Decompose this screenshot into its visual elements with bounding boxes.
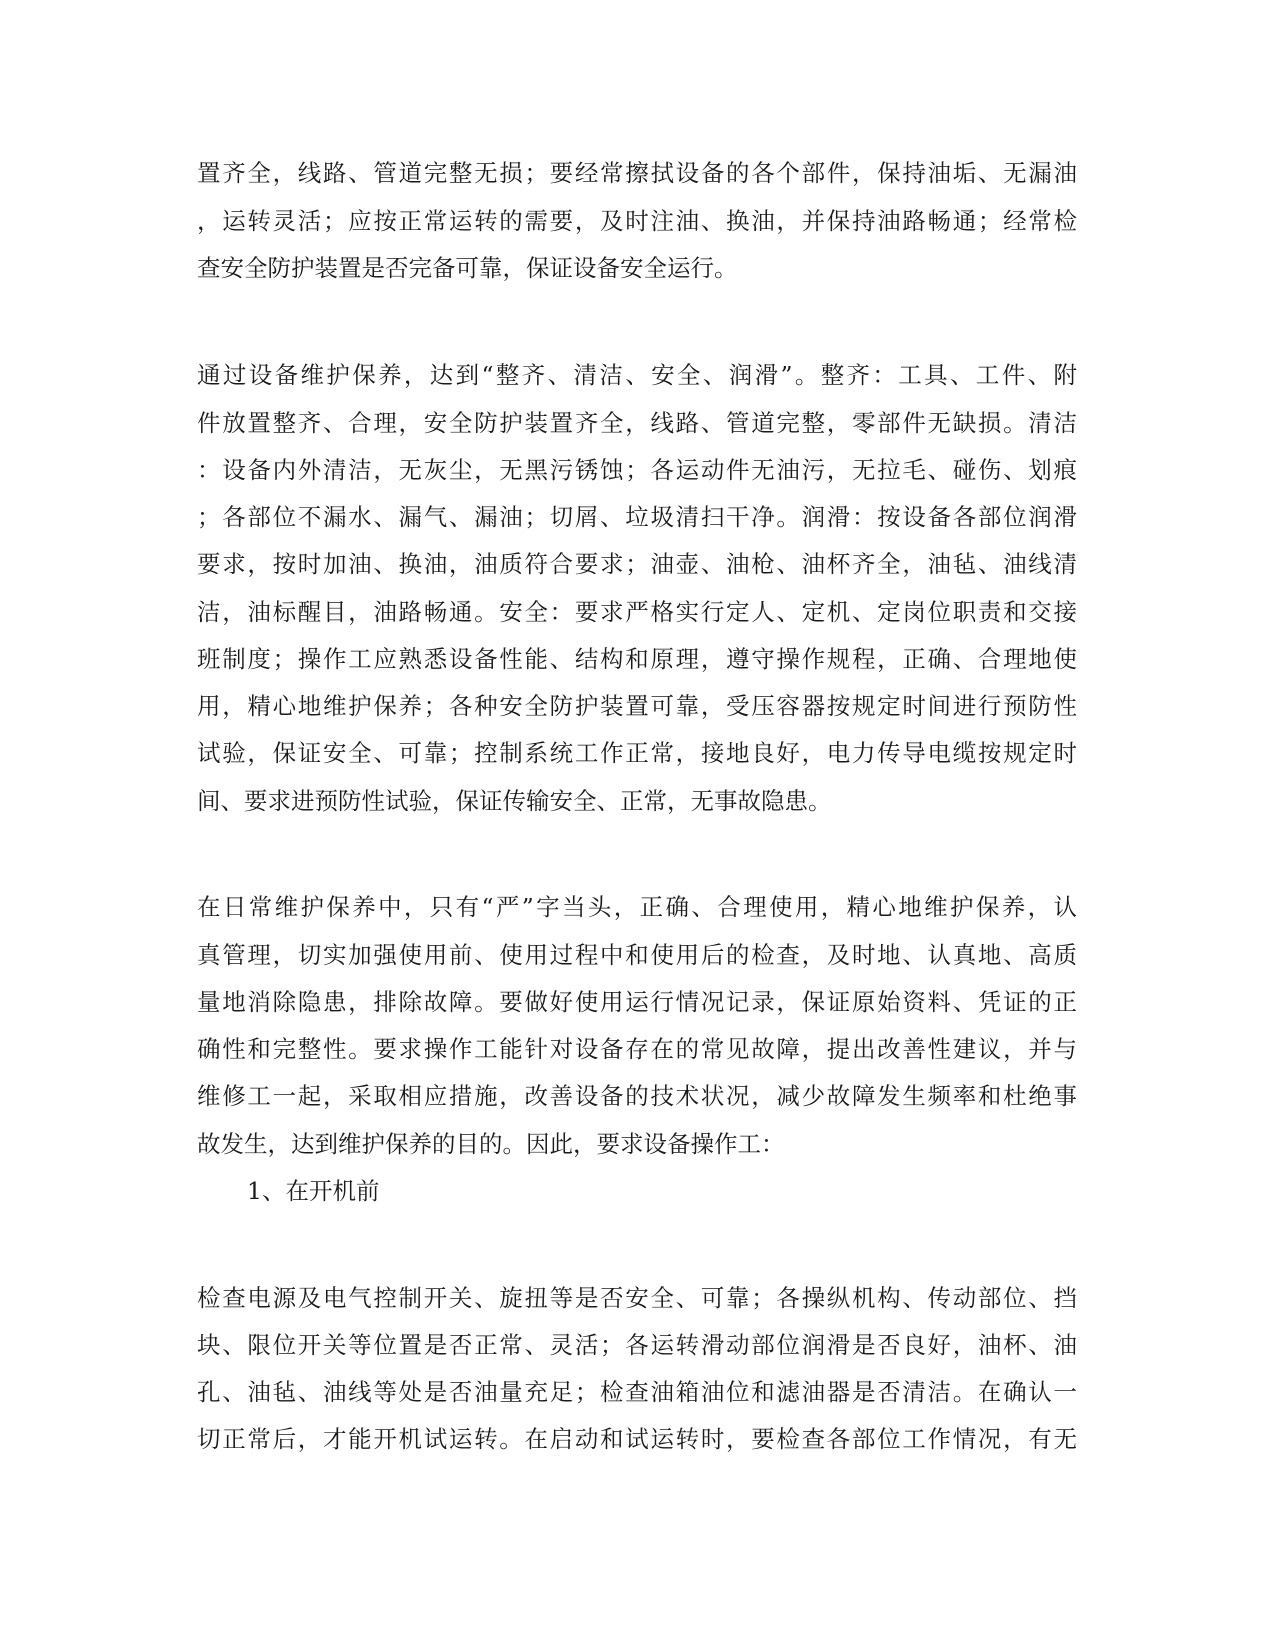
text-line: 件放置整齐、合理，安全防护装置齐全，线路、管道完整，零部件无缺损。清洁 [197,409,1077,437]
text-line: 切正常后，才能开机试运转。在启动和试运转时，要检查各部位工作情况，有无 [197,1425,1077,1453]
text-line: 间、要求进预防性试验，保证传输安全、正常，无事故隐患。 [197,787,832,815]
text-line: 量地消除隐患，排除故障。要做好使用运行情况记录，保证原始资料、凭证的正 [197,988,1077,1016]
text-line: 确性和完整性。要求操作工能针对设备存在的常见故障，提出改善性建议，并与 [197,1035,1077,1063]
text-line: 试验，保证安全、可靠；控制系统工作正常，接地良好，电力传导电缆按规定时 [197,739,1077,767]
text-line: 通过设备维护保养，达到“整齐、清洁、安全、润滑”。整齐：工具、工件、附 [197,361,1077,389]
text-line: 检查电源及电气控制开关、旋扭等是否安全、可靠；各操纵机构、传动部位、挡 [197,1284,1077,1312]
section-heading: 1、在开机前 [247,1177,380,1205]
text-line: ：设备内外清洁，无灰尘，无黑污锈蚀；各运动件无油污，无拉毛、碰伤、划痕 [197,456,1077,484]
text-line: 查安全防护装置是否完备可靠，保证设备安全运行。 [197,254,738,282]
text-line: ，运转灵活；应按正常运转的需要，及时注油、换油，并保持油路畅通；经常检 [197,207,1077,235]
text-line: 在日常维护保养中，只有“严”字当头，正确、合理使用，精心地维护保养，认 [197,893,1077,921]
text-line: 块、限位开关等位置是否正常、灵活；各运转滑动部位润滑是否良好，油杯、油 [197,1331,1077,1359]
text-line: 置齐全，线路、管道完整无损；要经常擦拭设备的各个部件，保持油垢、无漏油 [197,159,1077,187]
text-line: 故发生，达到维护保养的目的。因此，要求设备操作工： [197,1130,785,1158]
text-line: 班制度；操作工应熟悉设备性能、结构和原理，遵守操作规程，正确、合理地使 [197,645,1077,673]
text-line: 要求，按时加油、换油，油质符合要求；油壶、油枪、油杯齐全，油毡、油线清 [197,550,1077,578]
text-line: 洁，油标醒目，油路畅通。安全：要求严格实行定人、定机、定岗位职责和交接 [197,598,1077,626]
text-line: 用，精心地维护保养；各种安全防护装置可靠，受压容器按规定时间进行预防性 [197,692,1077,720]
text-line: 孔、油毡、油线等处是否油量充足；检查油箱油位和滤油器是否清洁。在确认一 [197,1378,1077,1406]
text-line: 维修工一起，采取相应措施，改善设备的技术状况，减少故障发生频率和杜绝事 [197,1082,1077,1110]
text-line: 真管理，切实加强使用前、使用过程中和使用后的检查，及时地、认真地、高质 [197,941,1077,969]
text-line: ；各部位不漏水、漏气、漏油；切屑、垃圾清扫干净。润滑：按设备各部位润滑 [197,503,1077,531]
